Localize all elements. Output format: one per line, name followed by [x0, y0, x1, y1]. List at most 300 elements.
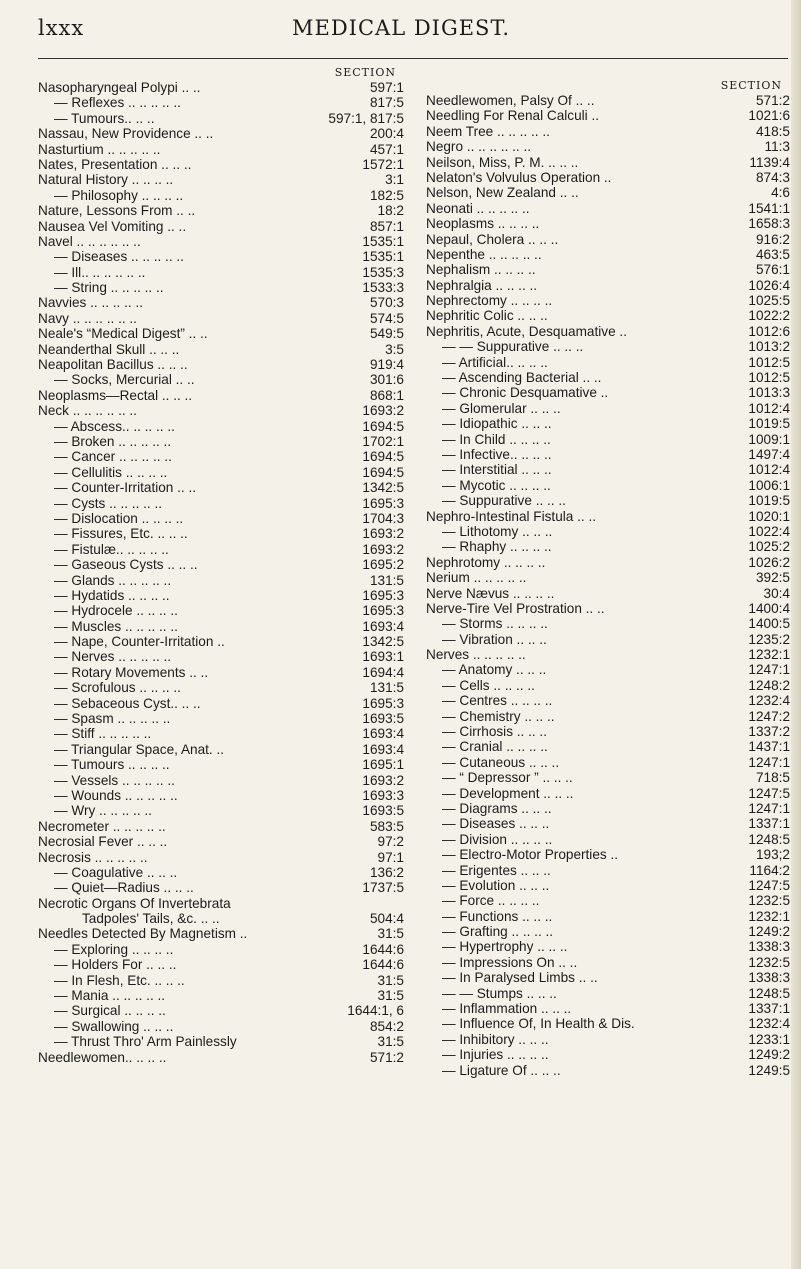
- entry-section-ref: 1694:5: [362, 449, 404, 465]
- entry-section-ref: 1644:6: [362, 941, 404, 957]
- entry-term: — In Paralysed Limbs .. ..: [442, 970, 598, 986]
- index-entry: [38, 126, 404, 141]
- entry-term: Tadpoles' Tails, &c. .. ..: [82, 911, 220, 927]
- index-entry: [426, 278, 790, 293]
- index-entry: [426, 370, 790, 385]
- index-entry: [38, 326, 404, 341]
- entry-term: Needling For Renal Calculi ..: [426, 108, 600, 124]
- entry-term: — Centres .. .. .. ..: [442, 693, 553, 709]
- entry-section-ref: 1693:3: [362, 787, 404, 803]
- index-entry: [426, 632, 790, 647]
- entry-section-ref: 854:2: [369, 1018, 404, 1034]
- entry-section-ref: 1695:2: [362, 557, 404, 573]
- entry-term: — Anatomy .. .. ..: [442, 662, 547, 678]
- index-entry: [38, 819, 404, 834]
- entry-term: Needlewomen.. .. .. ..: [38, 1049, 167, 1065]
- entry-section-ref: 1693:5: [362, 711, 404, 727]
- entry-term: Nature, Lessons From .. ..: [38, 203, 196, 219]
- entry-section-ref: 1232:1: [748, 908, 790, 924]
- entry-term: — Wry .. .. .. .. ..: [54, 803, 152, 819]
- index-entry: [38, 219, 404, 234]
- index-entry: [38, 1034, 404, 1049]
- index-entry: [38, 711, 404, 726]
- entry-term: — Wounds .. .. .. .. ..: [54, 787, 178, 803]
- entry-section-ref: 597:1: [369, 80, 404, 95]
- entry-term: — Socks, Mercurial .. ..: [54, 372, 195, 388]
- entry-section-ref: 1693:2: [362, 526, 404, 542]
- entry-term: — Holders For .. .. ..: [54, 957, 177, 973]
- entry-term: — Reflexes .. .. .. .. ..: [54, 95, 181, 111]
- entry-term: — Hydrocele .. .. .. ..: [54, 603, 178, 619]
- index-entry: [426, 170, 790, 185]
- index-entry: [38, 957, 404, 972]
- index-entry: [426, 601, 790, 616]
- left-index-column: [38, 66, 404, 1065]
- entry-section-ref: 817:5: [369, 95, 404, 111]
- index-entry: [426, 893, 790, 908]
- entry-section-ref: 31:5: [377, 1034, 404, 1050]
- entry-term: Neanderthal Skull .. .. ..: [38, 341, 180, 357]
- entry-section-ref: 1248:5: [748, 985, 790, 1001]
- entry-section-ref: 1026:4: [748, 277, 790, 293]
- entry-term: — Ill.. .. .. .. .. ..: [54, 264, 146, 280]
- entry-section-ref: 457:1: [369, 141, 404, 157]
- index-entry: [38, 480, 404, 495]
- entry-section-ref: 1025:2: [748, 539, 790, 555]
- entry-term: Needles Detected By Magnetism ..: [38, 926, 248, 942]
- entry-term: — Swallowing .. .. ..: [54, 1018, 174, 1034]
- entry-section-ref: 1338:3: [748, 939, 790, 955]
- entry-section-ref: 1006:1: [748, 477, 790, 493]
- entry-section-ref: 1012:6: [748, 323, 790, 339]
- entry-term: Nerve Nævus .. .. .. ..: [426, 585, 555, 601]
- index-entry: [426, 232, 790, 247]
- entry-section-ref: 1247:5: [748, 877, 790, 893]
- entry-term: — Functions .. .. ..: [442, 908, 553, 924]
- entry-section-ref: 1695:3: [362, 495, 404, 511]
- entry-term: — Mycotic .. .. .. ..: [442, 477, 551, 493]
- index-entry: [38, 803, 404, 818]
- index-entry: [426, 1047, 790, 1062]
- entry-term: Necrometer .. .. .. .. ..: [38, 818, 166, 834]
- index-entry: [38, 280, 404, 295]
- index-entry: [426, 770, 790, 785]
- entry-section-ref: 1013:2: [748, 339, 790, 355]
- index-entry: [426, 185, 790, 200]
- entry-section-ref: 1248:5: [748, 831, 790, 847]
- entry-section-ref: 1693:2: [362, 403, 404, 419]
- entry-term: — Cysts .. .. .. .. ..: [54, 495, 163, 511]
- entry-term: — In Flesh, Etc. .. .. ..: [54, 972, 185, 988]
- entry-term: — Infective.. .. .. ..: [442, 446, 552, 462]
- index-entry: [426, 647, 790, 662]
- index-entry: [426, 816, 790, 831]
- index-entry: [426, 801, 790, 816]
- index-entry: [426, 201, 790, 216]
- entry-term: — Force .. .. .. ..: [442, 893, 540, 909]
- index-entry: [426, 847, 790, 862]
- page-number: lxxx: [38, 16, 85, 40]
- entry-term: Nepenthe .. .. .. .. ..: [426, 246, 542, 262]
- index-entry: [426, 909, 790, 924]
- index-entry: [38, 988, 404, 1003]
- entry-term: — Nape, Counter-Irritation ..: [54, 634, 225, 650]
- index-entry: [426, 678, 790, 693]
- entry-section-ref: 583:5: [369, 818, 404, 834]
- index-entry: [426, 586, 790, 601]
- entry-section-ref: 571:2: [755, 93, 790, 108]
- index-entry: [38, 896, 404, 911]
- entry-term: — Inhibitory .. .. ..: [442, 1031, 549, 1047]
- index-entry: [38, 865, 404, 880]
- index-entry: [426, 1063, 790, 1078]
- index-entry: [38, 403, 404, 418]
- entry-section-ref: 576:1: [755, 262, 790, 278]
- entry-term: Necrosial Fever .. .. ..: [38, 834, 168, 850]
- entry-section-ref: 11:3: [764, 139, 790, 155]
- entry-section-ref: 1019:5: [748, 493, 790, 509]
- entry-term: — Exploring .. .. .. ..: [54, 941, 174, 957]
- index-entry: [426, 709, 790, 724]
- index-entry: [426, 539, 790, 554]
- entry-section-ref: 1012:4: [748, 400, 790, 416]
- index-entry: [38, 111, 404, 126]
- entry-section-ref: 1247:1: [748, 800, 790, 816]
- entry-term: — Idiopathic .. .. ..: [442, 416, 552, 432]
- index-entry: [426, 878, 790, 893]
- entry-term: Neilson, Miss, P. M. .. .. ..: [426, 154, 579, 170]
- entry-term: Necrosis .. .. .. .. ..: [38, 849, 148, 865]
- section-column-heading: SECTION: [720, 79, 782, 92]
- entry-section-ref: 1139:4: [749, 154, 790, 170]
- index-entry: [38, 973, 404, 988]
- entry-term: Neale's “Medical Digest” .. ..: [38, 326, 208, 342]
- entry-term: — Erigentes .. .. ..: [442, 862, 551, 878]
- index-entry: [38, 542, 404, 557]
- entry-section-ref: 1644:1, 6: [347, 1003, 404, 1019]
- page-edge-shadow: [791, 0, 801, 1269]
- entry-term: — Vessels .. .. .. .. ..: [54, 772, 175, 788]
- index-entry: [38, 649, 404, 664]
- entry-term: — Cutaneous .. .. ..: [442, 754, 560, 770]
- index-entry: [426, 324, 790, 339]
- entry-section-ref: 1400:4: [748, 600, 790, 616]
- index-entry: [38, 680, 404, 695]
- entry-section-ref: 1012:5: [748, 370, 790, 386]
- entry-section-ref: 31:5: [377, 972, 404, 988]
- index-entry: [38, 265, 404, 280]
- entry-section-ref: 131:5: [369, 680, 404, 696]
- entry-section-ref: 504:4: [369, 911, 404, 927]
- entry-section-ref: 1337:1: [748, 816, 790, 832]
- entry-section-ref: 1694:4: [362, 664, 404, 680]
- index-entry: [38, 372, 404, 387]
- index-entry: [426, 524, 790, 539]
- entry-term: — Cells .. .. .. ..: [442, 677, 535, 693]
- entry-section-ref: 182:5: [369, 187, 404, 203]
- entry-section-ref: 1704:3: [362, 510, 404, 526]
- entry-section-ref: 1233:1: [748, 1031, 790, 1047]
- entry-term: — Division .. .. .. ..: [442, 831, 553, 847]
- entry-term: — Cellulitis .. .. .. ..: [54, 464, 168, 480]
- entry-section-ref: 1337:1: [748, 1001, 790, 1017]
- entry-section-ref: 1342:5: [362, 480, 404, 496]
- entry-section-ref: 1693:5: [362, 803, 404, 819]
- index-entry: [38, 834, 404, 849]
- entry-section-ref: 1232:5: [748, 893, 790, 909]
- entry-term: — In Child .. .. .. ..: [442, 431, 551, 447]
- index-entry: [38, 342, 404, 357]
- entry-section-ref: 1572:1: [362, 156, 404, 172]
- entry-section-ref: 1012:5: [748, 354, 790, 370]
- entry-section-ref: 571:2: [369, 1049, 404, 1065]
- entry-term: Nasturtium .. .. .. .. ..: [38, 141, 161, 157]
- index-entry: [426, 924, 790, 939]
- entry-section-ref: 1533:3: [362, 280, 404, 296]
- entry-term: Nelson, New Zealand .. ..: [426, 185, 579, 201]
- entry-term: — — Suppurative .. .. ..: [442, 339, 584, 355]
- entry-section-ref: 1541:1: [748, 200, 790, 216]
- index-entry: [426, 1001, 790, 1016]
- page-header: [38, 16, 778, 56]
- entry-term: Nates, Presentation .. .. ..: [38, 156, 192, 172]
- entry-section-ref: 136:2: [369, 864, 404, 880]
- entry-section-ref: 1009:1: [748, 431, 790, 447]
- entry-term: — Dislocation .. .. .. ..: [54, 510, 184, 526]
- entry-section-ref: 1695:3: [362, 587, 404, 603]
- index-entry: [38, 757, 404, 772]
- index-entry-list: [426, 93, 790, 1078]
- entry-term: Neapolitan Bacillus .. .. ..: [38, 357, 188, 373]
- entry-term: — Rotary Movements .. ..: [54, 664, 209, 680]
- index-entry: [426, 108, 790, 123]
- index-entry: [38, 696, 404, 711]
- entry-term: — Quiet—Radius .. .. ..: [54, 880, 194, 896]
- entry-section-ref: 1022:2: [748, 308, 790, 324]
- entry-term: Nausea Vel Vomiting .. ..: [38, 218, 187, 234]
- entry-term: — Diseases .. .. ..: [442, 816, 550, 832]
- index-entry: [38, 95, 404, 110]
- index-entry: [38, 573, 404, 588]
- entry-section-ref: 1247:1: [748, 662, 790, 678]
- entry-section-ref: 3:1: [385, 172, 404, 188]
- entry-section-ref: 1535:1: [362, 249, 404, 265]
- entry-section-ref: 916:2: [755, 231, 790, 247]
- entry-term: Navy .. .. .. .. .. ..: [38, 310, 137, 326]
- entry-term: — Sebaceous Cyst.. .. ..: [54, 695, 201, 711]
- index-entry: [38, 926, 404, 941]
- index-entry: [426, 570, 790, 585]
- entry-term: Negro .. .. .. .. .. ..: [426, 139, 532, 155]
- entry-section-ref: 1249:2: [748, 1047, 790, 1063]
- index-entry: [38, 157, 404, 172]
- entry-section-ref: 97:2: [377, 834, 404, 850]
- entry-section-ref: 1013:3: [748, 385, 790, 401]
- index-entry: [38, 449, 404, 464]
- index-entry: [426, 416, 790, 431]
- page-title: MEDICAL DIGEST.: [292, 16, 511, 40]
- entry-section-ref: 1535:3: [362, 264, 404, 280]
- entry-term: Nerves .. .. .. .. ..: [426, 647, 526, 663]
- entry-section-ref: 301:6: [369, 372, 404, 388]
- index-entry: [426, 970, 790, 985]
- entry-term: — Rhaphy .. .. .. ..: [442, 539, 552, 555]
- entry-term: — Mania .. .. .. .. ..: [54, 988, 166, 1004]
- entry-term: — Grafting .. .. .. ..: [442, 924, 554, 940]
- entry-term: — Scrofulous .. .. .. ..: [54, 680, 181, 696]
- index-entry: [426, 955, 790, 970]
- entry-section-ref: 1249:2: [748, 924, 790, 940]
- entry-term: Nephritic Colic .. .. ..: [426, 308, 548, 324]
- index-entry: [38, 634, 404, 649]
- entry-term: — Gaseous Cysts .. .. ..: [54, 557, 198, 573]
- index-entry: [38, 388, 404, 403]
- entry-section-ref: 1025:5: [748, 293, 790, 309]
- index-entry: [426, 1032, 790, 1047]
- index-entry: [38, 850, 404, 865]
- index-entry: [426, 616, 790, 631]
- entry-term: — Tumours .. .. .. ..: [54, 757, 170, 773]
- index-entry: [426, 308, 790, 323]
- entry-section-ref: 718:5: [755, 770, 790, 786]
- entry-section-ref: 1658:3: [748, 216, 790, 232]
- entry-term: Neonati .. .. .. .. ..: [426, 200, 530, 216]
- index-entry: [426, 724, 790, 739]
- entry-section-ref: 1437:1: [748, 739, 790, 755]
- index-entry: [38, 742, 404, 757]
- right-index-column: [426, 79, 790, 1078]
- index-entry: [38, 665, 404, 680]
- index-entry: [38, 911, 404, 926]
- index-entry: [426, 247, 790, 262]
- entry-section-ref: 1693:4: [362, 618, 404, 634]
- entry-section-ref: 392:5: [755, 570, 790, 586]
- index-entry: [38, 773, 404, 788]
- entry-section-ref: 1022:4: [748, 523, 790, 539]
- entry-section-ref: 1694:5: [362, 464, 404, 480]
- index-entry: [38, 588, 404, 603]
- entry-section-ref: 1644:6: [362, 957, 404, 973]
- entry-term: — Storms .. .. .. ..: [442, 616, 548, 632]
- index-entry: [38, 1050, 404, 1065]
- entry-section-ref: 131:5: [369, 572, 404, 588]
- entry-section-ref: 1695:1: [362, 757, 404, 773]
- entry-term: — Hypertrophy .. .. ..: [442, 939, 568, 955]
- index-entry: [38, 80, 404, 95]
- entry-section-ref: 1012:4: [748, 462, 790, 478]
- entry-term: — Cranial .. .. .. ..: [442, 739, 548, 755]
- index-entry: [38, 496, 404, 511]
- entry-section-ref: 1020:1: [748, 508, 790, 524]
- entry-section-ref: 1535:1: [362, 233, 404, 249]
- entry-term: — Impressions On .. ..: [442, 954, 578, 970]
- entry-section-ref: 30:4: [763, 585, 790, 601]
- entry-section-ref: 574:5: [369, 310, 404, 326]
- index-entry: [38, 726, 404, 741]
- entry-section-ref: 1737:5: [362, 880, 404, 896]
- section-column-heading: SECTION: [334, 66, 396, 79]
- index-entry: [38, 249, 404, 264]
- entry-term: — — Stumps .. .. ..: [442, 985, 557, 1001]
- entry-section-ref: 18:2: [377, 203, 404, 219]
- index-entry: [426, 986, 790, 1001]
- entry-section-ref: 1497:4: [748, 446, 790, 462]
- entry-section-ref: 1019:5: [748, 416, 790, 432]
- entry-term: Natural History .. .. .. ..: [38, 172, 174, 188]
- index-entry: [38, 295, 404, 310]
- index-entry: [426, 939, 790, 954]
- entry-term: Nephalism .. .. .. ..: [426, 262, 536, 278]
- entry-term: — Counter-Irritation .. ..: [54, 480, 197, 496]
- entry-section-ref: 463:5: [755, 246, 790, 262]
- entry-section-ref: 1337:2: [748, 724, 790, 740]
- entry-term: — Surgical .. .. .. ..: [54, 1003, 166, 1019]
- entry-section-ref: 1400:5: [748, 616, 790, 632]
- index-entry: [38, 880, 404, 895]
- index-entry: [38, 142, 404, 157]
- entry-section-ref: 1235:2: [748, 631, 790, 647]
- index-entry: [426, 662, 790, 677]
- entry-term: Necrotic Organs Of Invertebrata: [38, 895, 231, 911]
- entry-term: — Coagulative .. .. ..: [54, 864, 178, 880]
- entry-term: — Diseases .. .. .. .. ..: [54, 249, 184, 265]
- index-entry: [426, 262, 790, 277]
- entry-section-ref: 3:5: [385, 341, 404, 357]
- entry-term: Nephralgia .. .. .. ..: [426, 277, 538, 293]
- index-entry: [38, 1019, 404, 1034]
- index-entry: [426, 739, 790, 754]
- index-entry: [426, 124, 790, 139]
- entry-section-ref: 1247:2: [748, 708, 790, 724]
- entry-term: — Glands .. .. .. .. ..: [54, 572, 172, 588]
- entry-section-ref: 1342:5: [362, 634, 404, 650]
- index-entry: [426, 493, 790, 508]
- entry-term: Neoplasms .. .. .. ..: [426, 216, 540, 232]
- index-entry: [38, 203, 404, 218]
- entry-term: — String .. .. .. .. ..: [54, 280, 164, 296]
- entry-term: Neoplasms—Rectal .. .. ..: [38, 387, 193, 403]
- index-entry: [426, 385, 790, 400]
- entry-term: — “ Depressor ” .. .. ..: [442, 770, 573, 786]
- entry-term: — Nerves .. .. .. .. ..: [54, 649, 172, 665]
- entry-term: — Hydatids .. .. .. ..: [54, 587, 170, 603]
- entry-term: Nephrotomy .. .. .. ..: [426, 554, 546, 570]
- entry-section-ref: 1338:3: [748, 970, 790, 986]
- index-entry: [38, 357, 404, 372]
- entry-section-ref: 200:4: [369, 126, 404, 142]
- entry-term: — Muscles .. .. .. .. ..: [54, 618, 178, 634]
- index-entry: [38, 619, 404, 634]
- header-rule: [38, 58, 788, 59]
- entry-section-ref: 1693:1: [362, 649, 404, 665]
- entry-term: — Cirrhosis .. .. ..: [442, 724, 547, 740]
- entry-term: Nephritis, Acute, Desquamative ..: [426, 323, 627, 339]
- entry-section-ref: 1232:1: [748, 647, 790, 663]
- entry-section-ref: 31:5: [377, 988, 404, 1004]
- entry-term: — Inflammation .. .. ..: [442, 1001, 572, 1017]
- index-entry: [38, 511, 404, 526]
- index-entry: [426, 432, 790, 447]
- entry-section-ref: 1248:2: [748, 677, 790, 693]
- entry-section-ref: 549:5: [369, 326, 404, 342]
- entry-section-ref: 1693:2: [362, 541, 404, 557]
- entry-term: — Injuries .. .. .. ..: [442, 1047, 549, 1063]
- index-entry: [426, 863, 790, 878]
- entry-section-ref: 418:5: [755, 123, 790, 139]
- index-entry: [426, 555, 790, 570]
- entry-term: Nassau, New Providence .. ..: [38, 126, 214, 142]
- entry-section-ref: 1694:5: [362, 418, 404, 434]
